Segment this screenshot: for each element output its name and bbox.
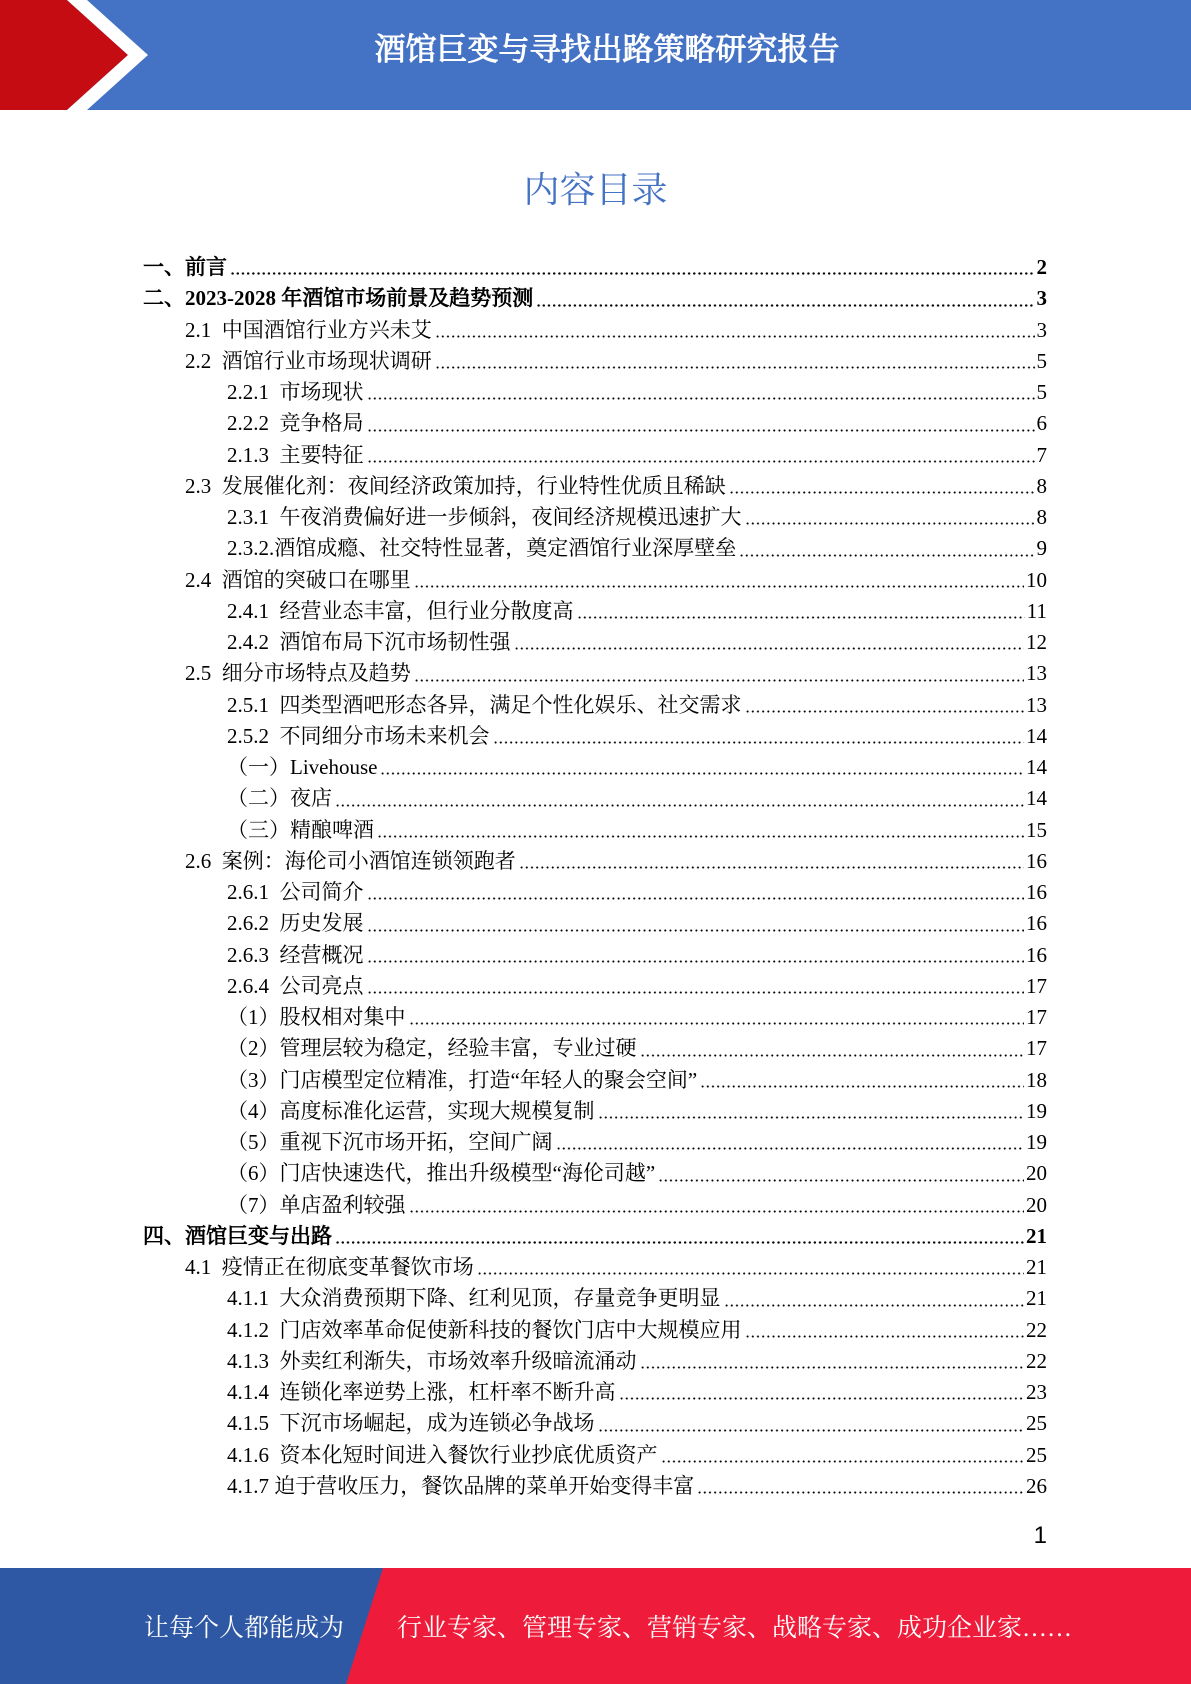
toc-entry-label: （1）股权相对集中	[227, 1005, 406, 1029]
toc-entry-label: 2.5.1 四类型酒吧形态各异，满足个性化娱乐、社交需求	[227, 692, 742, 717]
toc-entry-label: 4.1.7 迫于营收压力，餐饮品牌的菜单开始变得丰富	[227, 1473, 695, 1498]
dot-leader	[414, 658, 1024, 689]
toc-entry-label: 2.3.2.酒馆成瘾、社交特性显著，奠定酒馆行业深厚壁垒	[227, 536, 737, 561]
toc-entry[interactable]	[143, 908, 1047, 939]
toc-entry-label: 二、2023-2028 年酒馆市场前景及趋势预测	[143, 286, 534, 311]
dot-leader	[493, 721, 1025, 752]
toc-entry[interactable]	[143, 1377, 1047, 1408]
toc-entry[interactable]	[143, 877, 1047, 908]
toc-entry-page: 13	[1026, 692, 1047, 717]
toc-entry-label: 2.6.4 公司亮点	[227, 973, 364, 998]
toc-entry-page: 3	[1036, 286, 1047, 311]
footer-slogan-left: 让每个人都能成为	[144, 1615, 345, 1642]
toc-entry-label: 2.2.2 竞争格局	[227, 411, 364, 436]
toc-entry-page: 17	[1026, 973, 1047, 998]
dot-leader	[729, 471, 1035, 502]
dot-leader	[335, 1221, 1024, 1252]
toc-entry[interactable]	[143, 252, 1047, 283]
toc-entry[interactable]	[143, 596, 1047, 627]
toc-entry-page: 21	[1026, 1255, 1047, 1279]
toc-entry[interactable]	[143, 1283, 1047, 1314]
toc-entry-label: （5）重视下沉市场开拓，空间广阔	[227, 1130, 553, 1154]
toc-entry-page: 19	[1026, 1130, 1047, 1154]
toc-entry[interactable]	[143, 1346, 1047, 1377]
toc-heading: 内容目录	[523, 169, 668, 210]
dot-leader	[377, 815, 1024, 846]
toc-entry[interactable]	[143, 940, 1047, 971]
toc-entry-label: 4.1.1 大众消费预期下降、红利见顶，存量竞争更明显	[227, 1286, 721, 1311]
toc-entry[interactable]	[143, 783, 1047, 814]
toc-entry-label: （6）门店快速迭代，推出升级模型“海伦司越”	[227, 1161, 656, 1186]
toc-entry-label: 2.6 案例：海伦司小酒馆连锁领跑者	[185, 848, 516, 873]
dot-leader	[556, 1127, 1025, 1158]
toc-entry-page: 5	[1036, 380, 1047, 404]
toc-entry[interactable]	[143, 377, 1047, 408]
toc-entry[interactable]	[143, 1002, 1047, 1033]
toc-entry-page: 18	[1026, 1067, 1047, 1092]
toc-entry-label: 2.3 发展催化剂：夜间经济政策加持，行业特性优质且稀缺	[185, 473, 726, 498]
toc-entry[interactable]	[143, 283, 1047, 314]
toc-entry-page: 13	[1026, 661, 1047, 686]
toc-entry[interactable]	[143, 1190, 1047, 1221]
toc-entry[interactable]	[143, 346, 1047, 377]
toc-entry-page: 15	[1026, 817, 1047, 842]
toc-entry-page: 8	[1036, 505, 1047, 529]
dot-leader	[640, 1346, 1025, 1377]
toc-entry-page: 16	[1026, 942, 1047, 967]
toc-entry-label: （2）管理层较为稳定，经验丰富，专业过硬	[227, 1036, 637, 1061]
toc-entry-label: （一）Livehouse	[227, 755, 378, 779]
toc-entry[interactable]	[143, 1471, 1047, 1502]
dot-leader	[700, 1065, 1024, 1096]
dot-leader	[409, 1190, 1025, 1221]
toc-entry-label: 2.3.1 午夜消费偏好进一步倾斜，夜间经济规模迅速扩大	[227, 505, 742, 529]
dot-leader	[661, 1440, 1025, 1471]
dot-leader	[536, 283, 1034, 314]
toc-entry[interactable]	[143, 1315, 1047, 1346]
dot-leader	[435, 346, 1035, 377]
toc-entry-label: 2.6.2 历史发展	[227, 911, 364, 936]
toc-entry-label: 四、酒馆巨变与出路	[143, 1223, 332, 1248]
dot-leader	[745, 1315, 1025, 1346]
toc-entry[interactable]	[143, 1127, 1047, 1158]
toc-entry[interactable]	[143, 752, 1047, 783]
report-title: 酒馆巨变与寻找出路策略研究报告	[374, 32, 840, 67]
toc-entry[interactable]	[143, 502, 1047, 533]
dot-leader	[598, 1408, 1025, 1439]
toc-entry-page: 26	[1026, 1473, 1047, 1498]
toc-entry-page: 10	[1026, 567, 1047, 592]
toc-entry-label: 2.4.1 经营业态丰富，但行业分散度高	[227, 598, 574, 623]
toc-entry[interactable]	[143, 1221, 1047, 1252]
dot-leader	[477, 1252, 1024, 1283]
toc-entry-label: 2.6.1 公司简介	[227, 880, 364, 904]
toc-entry-page: 5	[1036, 348, 1047, 373]
toc-entry-label: 4.1.2 门店效率革命促使新科技的餐饮门店中大规模应用	[227, 1317, 742, 1342]
dot-leader	[367, 940, 1025, 971]
toc-entry[interactable]	[143, 565, 1047, 596]
toc-entry-label: （二）夜店	[227, 786, 332, 811]
toc-entry[interactable]	[143, 1033, 1047, 1064]
toc-entry-label: 2.6.3 经营概况	[227, 942, 364, 967]
toc-entry-label: 2.1 中国酒馆行业方兴未艾	[185, 317, 432, 342]
dot-leader	[745, 502, 1035, 533]
toc-entry[interactable]	[143, 721, 1047, 752]
toc-entry[interactable]	[143, 690, 1047, 721]
toc-entry-page: 22	[1026, 1348, 1047, 1373]
toc-entry-page: 21	[1026, 1286, 1047, 1311]
dot-leader	[367, 408, 1035, 439]
dot-leader	[367, 877, 1025, 908]
toc-entry-page: 2	[1036, 255, 1047, 279]
toc-entry-label: 2.1.3 主要特征	[227, 442, 364, 467]
toc-entry-label: 2.2 酒馆行业市场现状调研	[185, 348, 432, 373]
toc-entry-page: 9	[1036, 536, 1047, 561]
toc-entry[interactable]	[143, 971, 1047, 1002]
dot-leader	[435, 315, 1035, 346]
toc-entry-page: 17	[1026, 1005, 1047, 1029]
toc-entry[interactable]	[143, 408, 1047, 439]
toc-entry-label: 2.5 细分市场特点及趋势	[185, 661, 411, 686]
toc-entry-label: 2.2.1 市场现状	[227, 380, 364, 404]
toc-entry-label: 4.1.6 资本化短时间进入餐饮行业抄底优质资产	[227, 1442, 658, 1467]
toc-entry-page: 14	[1026, 723, 1047, 748]
toc-entry[interactable]	[143, 1065, 1047, 1096]
toc-entry-page: 12	[1026, 630, 1047, 654]
dot-leader	[335, 783, 1024, 814]
toc-entry[interactable]	[143, 440, 1047, 471]
toc-entry-label: （3）门店模型定位精准，打造“年轻人的聚会空间”	[227, 1067, 698, 1092]
toc-entry-label: 4.1.4 连锁化率逆势上涨，杠杆率不断升高	[227, 1380, 616, 1404]
toc-entry-page: 14	[1026, 786, 1047, 811]
toc-entry[interactable]	[143, 1158, 1047, 1189]
toc-entry-label: （4）高度标准化运营，实现大规模复制	[227, 1098, 595, 1123]
dot-leader	[724, 1283, 1025, 1314]
table-of-contents	[143, 252, 1047, 1502]
toc-entry-page: 7	[1036, 442, 1047, 467]
toc-entry-label: 4.1.5 下沉市场崛起，成为连锁必争战场	[227, 1411, 595, 1436]
dot-leader	[739, 533, 1034, 564]
toc-entry[interactable]	[143, 1252, 1047, 1283]
footer-banner	[0, 1568, 1191, 1684]
dot-leader	[519, 846, 1024, 877]
toc-entry-page: 14	[1026, 755, 1047, 779]
toc-entry-page: 21	[1026, 1223, 1047, 1248]
toc-entry[interactable]	[143, 846, 1047, 877]
toc-entry-label: 2.4 酒馆的突破口在哪里	[185, 567, 411, 592]
dot-leader	[598, 1096, 1025, 1127]
toc-entry-page: 17	[1026, 1036, 1047, 1061]
toc-entry[interactable]	[143, 815, 1047, 846]
toc-entry[interactable]	[143, 1440, 1047, 1471]
toc-entry[interactable]	[143, 627, 1047, 658]
toc-entry-label: （7）单店盈利较强	[227, 1192, 406, 1217]
toc-entry-page: 16	[1026, 880, 1047, 904]
dot-leader	[658, 1158, 1024, 1189]
footer-slogan-right: 行业专家、管理专家、营销专家、战略专家、成功企业家……	[397, 1615, 1073, 1642]
toc-entry-label: 4.1.3 外卖红利渐失，市场效率升级暗流涌动	[227, 1348, 637, 1373]
dot-leader	[367, 377, 1035, 408]
toc-entry[interactable]	[143, 471, 1047, 502]
toc-entry-page: 19	[1026, 1098, 1047, 1123]
toc-entry-page: 23	[1026, 1380, 1047, 1404]
toc-entry-page: 16	[1026, 848, 1047, 873]
toc-entry[interactable]	[143, 1408, 1047, 1439]
toc-entry-page: 20	[1026, 1192, 1047, 1217]
dot-leader	[230, 252, 1035, 283]
toc-entry-page: 22	[1026, 1317, 1047, 1342]
toc-entry[interactable]	[143, 315, 1047, 346]
toc-entry-page: 6	[1036, 411, 1047, 436]
page-number: 1	[1033, 1522, 1047, 1549]
toc-entry[interactable]	[143, 1096, 1047, 1127]
toc-entry-label: 2.4.2 酒馆布局下沉市场韧性强	[227, 630, 511, 654]
toc-entry-page: 20	[1026, 1161, 1047, 1186]
dot-leader	[409, 1002, 1025, 1033]
toc-entry[interactable]	[143, 658, 1047, 689]
toc-entry-label: 2.5.2 不同细分市场未来机会	[227, 723, 490, 748]
toc-entry-label: 一、前言	[143, 255, 227, 279]
toc-entry-page: 25	[1026, 1411, 1047, 1436]
toc-entry-label: （三）精酿啤酒	[227, 817, 374, 842]
toc-entry-label: 4.1 疫情正在彻底变革餐饮市场	[185, 1255, 474, 1279]
dot-leader	[745, 690, 1025, 721]
dot-leader	[619, 1377, 1025, 1408]
dot-leader	[514, 627, 1025, 658]
header-banner	[0, 0, 1191, 110]
toc-entry-page: 11	[1026, 598, 1047, 623]
dot-leader	[577, 596, 1025, 627]
dot-leader	[380, 752, 1024, 783]
dot-leader	[640, 1033, 1025, 1064]
toc-entry-page: 3	[1036, 317, 1047, 342]
dot-leader	[367, 908, 1025, 939]
toc-entry-page: 25	[1026, 1442, 1047, 1467]
dot-leader	[367, 971, 1025, 1002]
toc-entry-page: 16	[1026, 911, 1047, 936]
dot-leader	[367, 440, 1035, 471]
toc-entry[interactable]	[143, 533, 1047, 564]
dot-leader	[414, 565, 1024, 596]
dot-leader	[697, 1471, 1024, 1502]
toc-entry-page: 8	[1036, 473, 1047, 498]
